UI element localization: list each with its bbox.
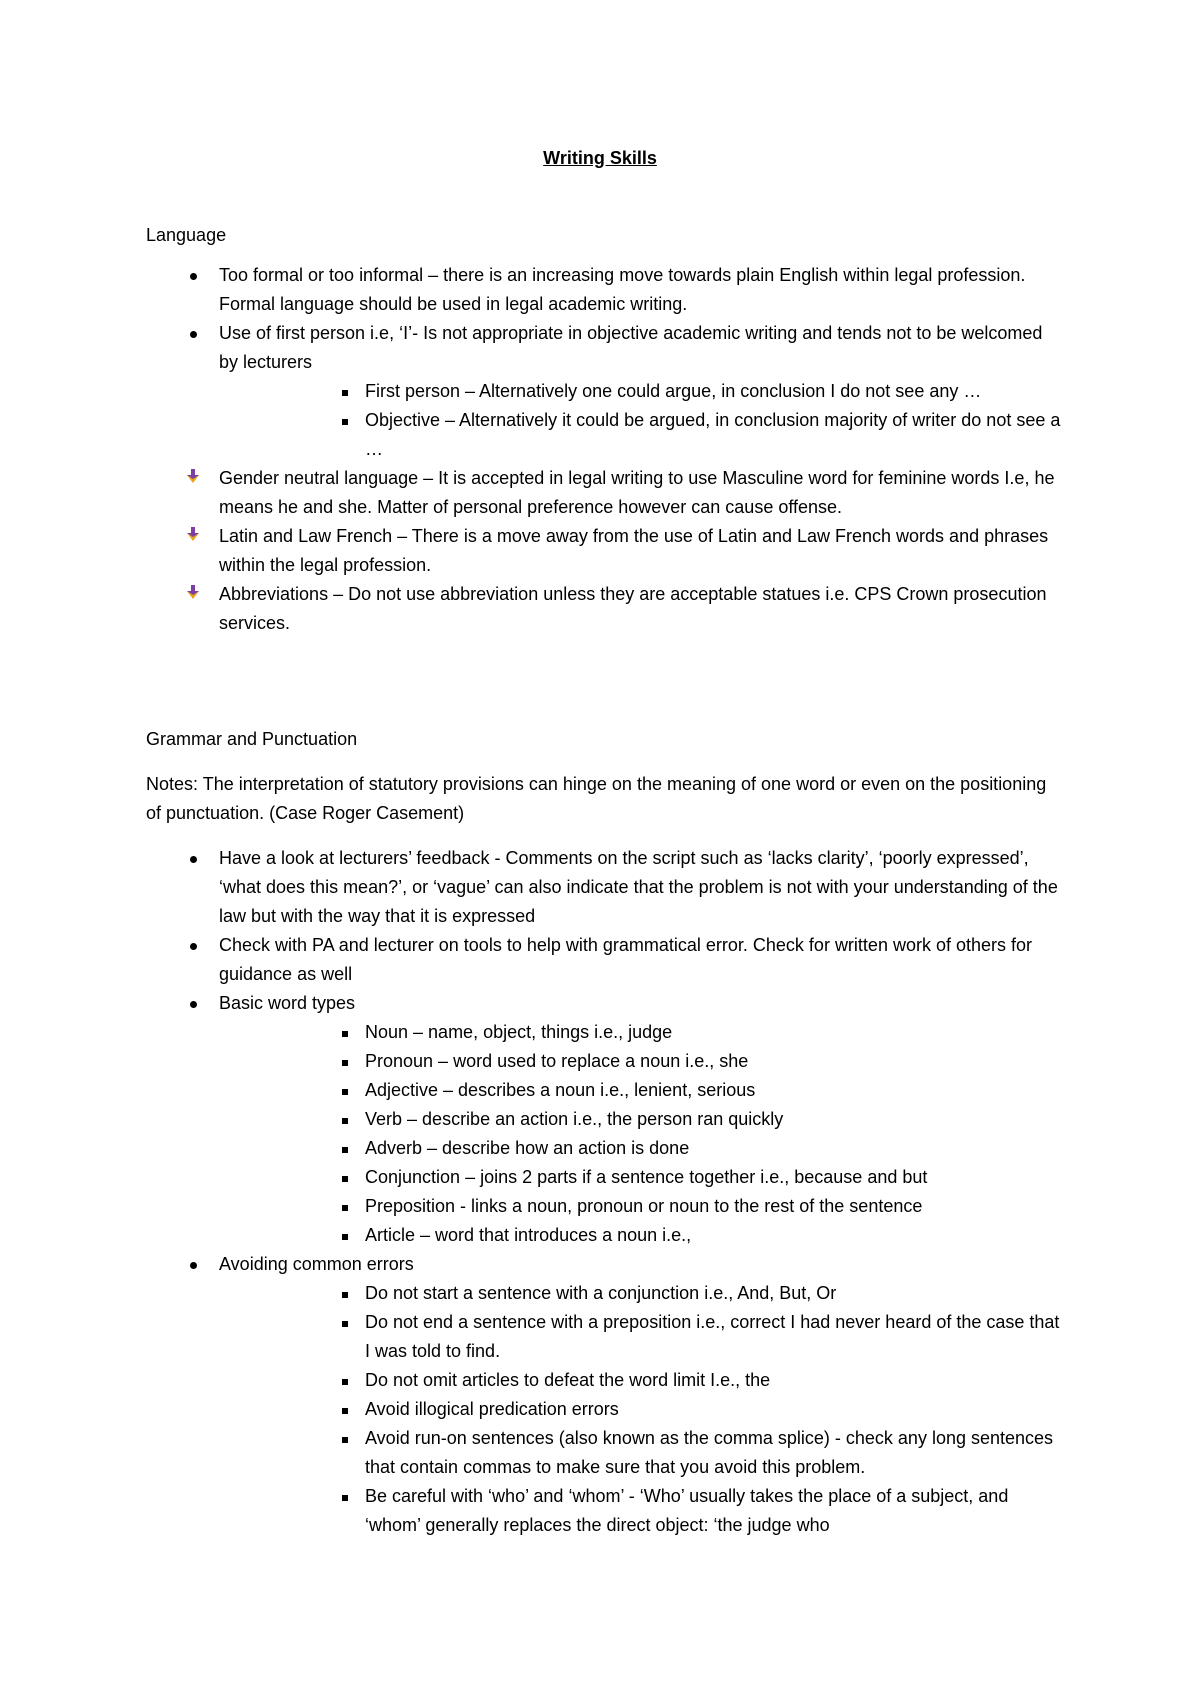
square-bullet-icon [335, 1279, 355, 1308]
list-item: Gender neutral language – It is accepted in legal writing to use Masculine word for feminine words I.e, he means he and she. Matter of personal preference however can cause offense. [146, 464, 1066, 522]
page-title: Writing Skills [543, 148, 657, 168]
bullet-icon [183, 989, 203, 1018]
arrow-bullet-icon [183, 522, 203, 552]
section-heading-language: Language [146, 225, 227, 245]
square-bullet-icon [335, 1424, 355, 1453]
square-bullet-icon [335, 1018, 355, 1047]
list-item: Basic word types [146, 989, 1066, 1018]
list-item: Have a look at lecturers’ feedback - Comments on the script such as ‘lacks clarity’, ‘poorly expressed’, ‘what does this mean?’, or ‘vague’ can also indicate that the problem is not with your understanding of the law but with the way that it is expressed [146, 844, 1066, 931]
list-item: Conjunction – joins 2 parts if a sentence together i.e., because and but [146, 1163, 1066, 1192]
square-bullet-icon [335, 1308, 355, 1337]
square-bullet-icon [335, 1366, 355, 1395]
list-item: Objective – Alternatively it could be argued, in conclusion majority of writer do not see a … [146, 406, 1066, 464]
square-bullet-icon [335, 1395, 355, 1424]
square-bullet-icon [335, 1163, 355, 1192]
list-item: Pronoun – word used to replace a noun i.e., she [146, 1047, 1066, 1076]
square-bullet-icon [335, 1105, 355, 1134]
list-item: Do not end a sentence with a preposition i.e., correct I had never heard of the case that I was told to find. [146, 1308, 1066, 1366]
list-item: Do not omit articles to defeat the word limit I.e., the [146, 1366, 1066, 1395]
list-item: Article – word that introduces a noun i.e., [146, 1221, 1066, 1250]
list-item: Be careful with ‘who’ and ‘whom’ - ‘Who’ usually takes the place of a subject, and ‘whom’ generally replaces the direct object: ‘the judge who [146, 1482, 1066, 1540]
square-bullet-icon [335, 1221, 355, 1250]
list-item: Abbreviations – Do not use abbreviation unless they are acceptable statues i.e. CPS Crown prosecution services. [146, 580, 1066, 638]
square-bullet-icon [335, 1482, 355, 1511]
square-bullet-icon [335, 377, 355, 406]
list-item: Latin and Law French – There is a move away from the use of Latin and Law French words and phrases within the legal profession. [146, 522, 1066, 580]
list-item: Avoid illogical predication errors [146, 1395, 1066, 1424]
bullet-icon [183, 931, 203, 960]
square-bullet-icon [335, 406, 355, 435]
list-item: Avoid run-on sentences (also known as the comma splice) - check any long sentences that contain commas to make sure that you avoid this problem. [146, 1424, 1066, 1482]
list-item: Do not start a sentence with a conjunction i.e., And, But, Or [146, 1279, 1066, 1308]
list-item: Verb – describe an action i.e., the person ran quickly [146, 1105, 1066, 1134]
square-bullet-icon [335, 1047, 355, 1076]
list-item: First person – Alternatively one could argue, in conclusion I do not see any … [146, 377, 1066, 406]
bullet-icon [183, 261, 203, 290]
list-item: Noun – name, object, things i.e., judge [146, 1018, 1066, 1047]
bullet-icon [183, 844, 203, 873]
list-item: Adverb – describe how an action is done [146, 1134, 1066, 1163]
square-bullet-icon [335, 1192, 355, 1221]
grammar-notes: Notes: The interpretation of statutory provisions can hinge on the meaning of one word or even on the positioning of punctuation. (Case Roger Casement) [146, 774, 1047, 823]
list-item: Avoiding common errors [146, 1250, 1066, 1279]
list-item: Adjective – describes a noun i.e., lenient, serious [146, 1076, 1066, 1105]
square-bullet-icon [335, 1076, 355, 1105]
grammar-list [146, 844, 1066, 1540]
bullet-icon [183, 319, 203, 348]
bullet-icon [183, 1250, 203, 1279]
list-item: Check with PA and lecturer on tools to help with grammatical error. Check for written work of others for guidance as well [146, 931, 1066, 989]
arrow-bullet-icon [183, 580, 203, 610]
language-list [146, 261, 1066, 638]
list-item: Use of first person i.e, ‘I’- Is not appropriate in objective academic writing and tends not to be welcomed by lecturers [146, 319, 1066, 377]
arrow-bullet-icon [183, 464, 203, 494]
section-heading-grammar: Grammar and Punctuation [146, 729, 358, 749]
list-item: Too formal or too informal – there is an increasing move towards plain English within legal profession. Formal language should be used in legal academic writing. [146, 261, 1066, 319]
square-bullet-icon [335, 1134, 355, 1163]
list-item: Preposition - links a noun, pronoun or noun to the rest of the sentence [146, 1192, 1066, 1221]
